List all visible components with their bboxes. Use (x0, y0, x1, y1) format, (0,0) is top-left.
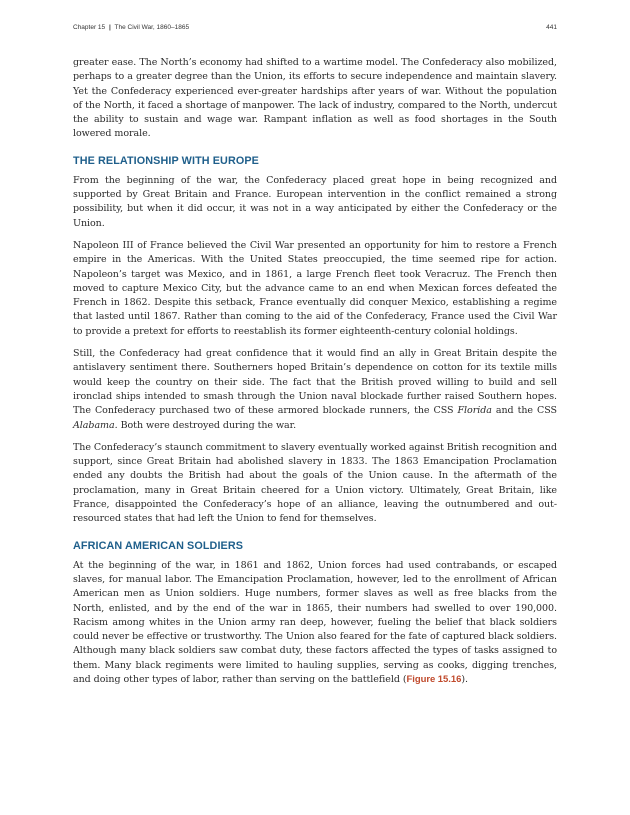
chapter-title: The Civil War, 1860–1865 (114, 24, 190, 31)
paragraph-soldiers-1 (73, 559, 557, 688)
ship-name-florida: Florida (457, 405, 492, 417)
text-run: Still, the Confederacy had great confidence that it would find an ally in Great Britain despite the antislavery sentiment there. Southerners hoped Britain’s dependence on cotton for its textile mills would keep the country on their side. The fact that the British proved willing to build and sell ironclad ships intended to smash through the Union naval blockade further raised Southern hopes. The Confederacy purchased two of these armored blockade runners, the CSS (73, 348, 557, 417)
paragraph-europe-4: The Confederacy’s staunch commitment to slavery eventually worked against British recognition and support, since Great Britain had abolished slavery in 1833. The 1863 Emancipation Proclamation ended any doubts the British had about the goals of the Union cause. In the aftermath of the proclamation, many in Great Britain cheered for a Union victory. Ultimately, Great Britain, like France, disappointed the Confederacy’s hope of an alliance, leaving the outnumbered and out-resourced states that had left the Union to fend for themselves. (73, 441, 557, 525)
section-heading-europe: THE RELATIONSHIP WITH EUROPE (73, 154, 259, 167)
page-number: 441 (546, 24, 557, 31)
text-run: . Both were destroyed during the war. (114, 419, 297, 431)
header-separator: | (108, 24, 111, 31)
text-run: and the CSS (491, 405, 557, 417)
paragraph-europe-1: From the beginning of the war, the Confederacy placed great hope in being recognized and supported by Great Britain and France. European intervention in the conflict remained a strong possibility, but when it did occur, it was not in a way anticipated by either the Confederacy or the Union. (73, 174, 557, 229)
page-header (73, 24, 557, 31)
section-heading-soldiers: AFRICAN AMERICAN SOLDIERS (73, 539, 244, 552)
chapter-label: Chapter 15 (73, 24, 106, 31)
paragraph-europe-2: Napoleon III of France believed the Civil War presented an opportunity for him to restore a French empire in the Americas. With the United States preoccupied, the time seemed ripe for action. Napoleon’s target was Mexico, and in 1861, a large French fleet took Veracruz. The French then moved to capture Mexico City, but the advance came to an end when Mexican forces defeated the French in 1862. Despite this setback, France eventually did conquer Mexico, establishing a regime that lasted until 1867. Rather than coming to the aid of the Confederacy, France used the Civil War to provide a pretext for efforts to reestablish its former eighteenth-century colonial holdings. (73, 239, 557, 337)
text-run: At the beginning of the war, in 1861 and 1862, Union forces had used contrabands, or escaped slaves, for manual labor. The Emancipation Proclamation, however, led to the enrollment of African American men as Union soldiers. Huge numbers, former slaves as well as free blacks from the North, enlisted, and by the end of the war in 1865, their numbers had swelled to over 190,000. Racism among whites in the Union army ran deep, however, fueling the belief that black soldiers could never be effective or trustworthy. The Union also feared for the fate of captured black soldiers. Although many black soldiers saw combat duty, these factors affected the types of tasks assigned to them. Many black regiments were limited to hauling supplies, serving as cooks, digging trenches, and doing other types of labor, rather than serving on the battlefield ( (73, 559, 557, 685)
text-run: ). (461, 673, 468, 685)
paragraph-intro: greater ease. The North’s economy had shifted to a wartime model. The Confederacy also mobilized, perhaps to a greater degree than the Union, its efforts to secure independence and maintain slavery. Yet the Confederacy experienced ever-greater hardships after years of war. Without the population of the North, it faced a shortage of manpower. The lack of industry, compared to the North, undercut the ability to sustain and wage war. Rampant inflation as well as food shortages in the South lowered morale. (73, 57, 557, 140)
ship-name-alabama: Alabama (73, 419, 115, 431)
running-header (73, 24, 189, 31)
paragraph-europe-3 (73, 347, 557, 433)
figure-link[interactable]: Figure 15.16 (406, 673, 462, 685)
page-body (73, 56, 557, 695)
